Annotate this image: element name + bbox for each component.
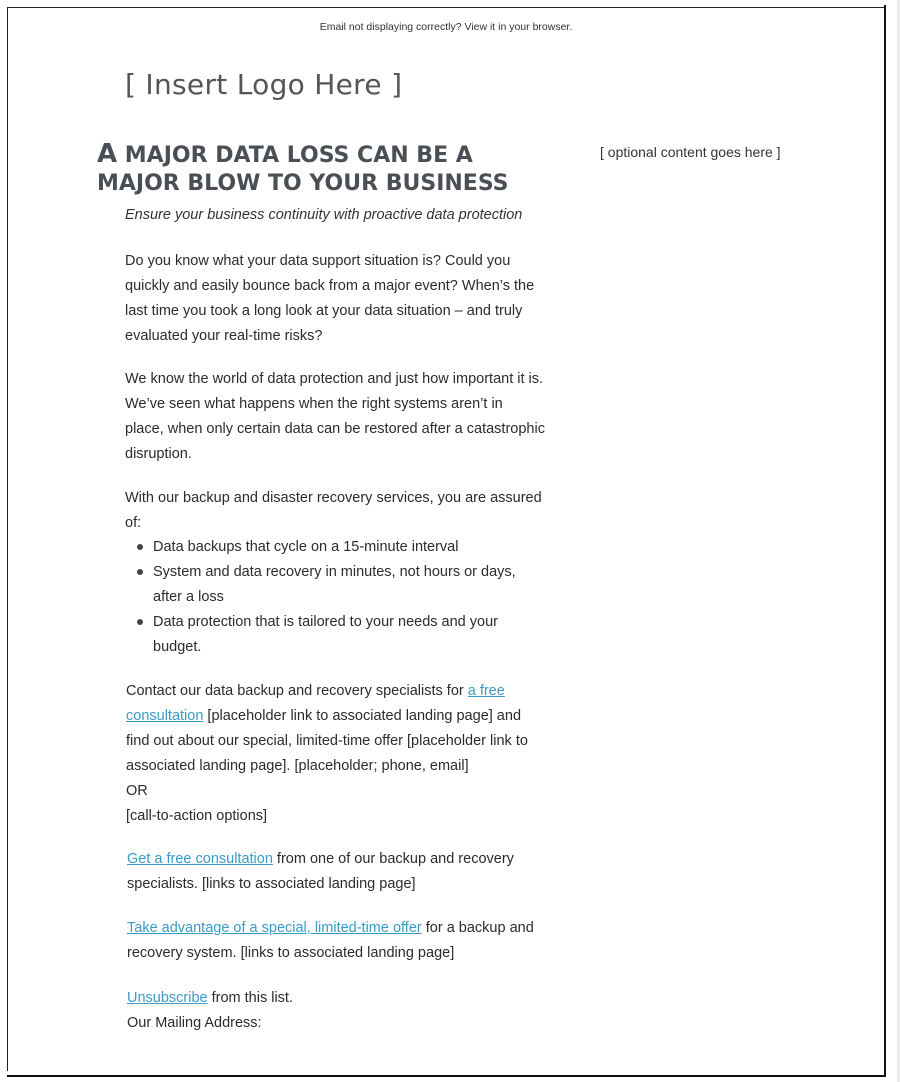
paragraph-text: We know the world of data protection and just how important it is. We’ve seen what happens when the right systems aren’t in place, when only certain data can be restored after a catastrophic disruption. xyxy=(125,371,545,462)
contact-paragraph xyxy=(126,679,546,829)
or-text: OR xyxy=(126,783,148,799)
subheadline: Ensure your business continuity with proactive data protection xyxy=(125,207,523,223)
mailing-address-label: Our Mailing Address: xyxy=(127,1015,262,1031)
optional-content: [ optional content goes here ] xyxy=(600,144,781,160)
headline-first-letter: A xyxy=(97,139,118,169)
cta-offer xyxy=(127,916,547,966)
paragraph-services xyxy=(125,486,545,536)
cta-consultation xyxy=(127,847,547,897)
contact-rest: [placeholder link to associated landing page] and find out about our special, limited-time offer [placeholder link to associated landing page]. [placeholder; phone, email] xyxy=(126,708,528,774)
unsubscribe-link[interactable]: Unsubscribe xyxy=(127,990,208,1006)
contact-text xyxy=(126,679,546,779)
logo-placeholder: [ Insert Logo Here ] xyxy=(125,68,403,101)
cta-rest: from one of our backup and recovery specialists. [links to associated landing page] xyxy=(127,851,514,892)
frame-bottom-border xyxy=(7,1075,886,1077)
paragraph-text: Do you know what your data support situation is? Could you quickly and easily bounce back from a major event? When’s the last time you took a long look at your data situation – and truly evaluated your real-time risks? xyxy=(125,253,535,344)
benefits-list xyxy=(125,535,525,660)
free-consultation-link[interactable]: a free consultation xyxy=(126,683,505,724)
unsubscribe-line xyxy=(127,986,547,1011)
paragraph-text: With our backup and disaster recovery services, you are assured of: xyxy=(125,490,542,531)
cta-options-text: [call-to-action options] xyxy=(126,808,268,824)
unsubscribe-rest: from this list. xyxy=(207,990,293,1006)
get-free-consultation-link[interactable]: Get a free consultation xyxy=(127,851,273,867)
paragraph-intro xyxy=(125,249,545,349)
list-item: Data backups that cycle on a 15-minute interval xyxy=(125,535,525,560)
cta-text xyxy=(127,847,547,897)
frame-right-border xyxy=(884,5,886,1076)
list-item: System and data recovery in minutes, not hours or days, after a loss xyxy=(125,560,525,610)
frame-left-border xyxy=(7,7,8,1071)
frame-top-border xyxy=(7,7,885,8)
cta-rest: for a backup and recovery system. [links to associated landing page] xyxy=(127,920,534,961)
list-item: Data protection that is tailored to your needs and your budget. xyxy=(125,610,525,660)
cta-text xyxy=(127,916,547,966)
special-offer-link[interactable]: Take advantage of a special, limited-time offer xyxy=(127,920,422,936)
email-footer xyxy=(127,986,547,1036)
headline xyxy=(97,140,557,198)
preheader-text[interactable]: Email not displaying correctly? View it in your browser. xyxy=(319,21,573,33)
headline-rest: MAJOR DATA LOSS CAN BE A MAJOR BLOW TO YOUR BUSINESS xyxy=(97,143,509,196)
contact-intro: Contact our data backup and recovery specialists for xyxy=(126,683,468,699)
paragraph-expertise xyxy=(125,367,545,467)
